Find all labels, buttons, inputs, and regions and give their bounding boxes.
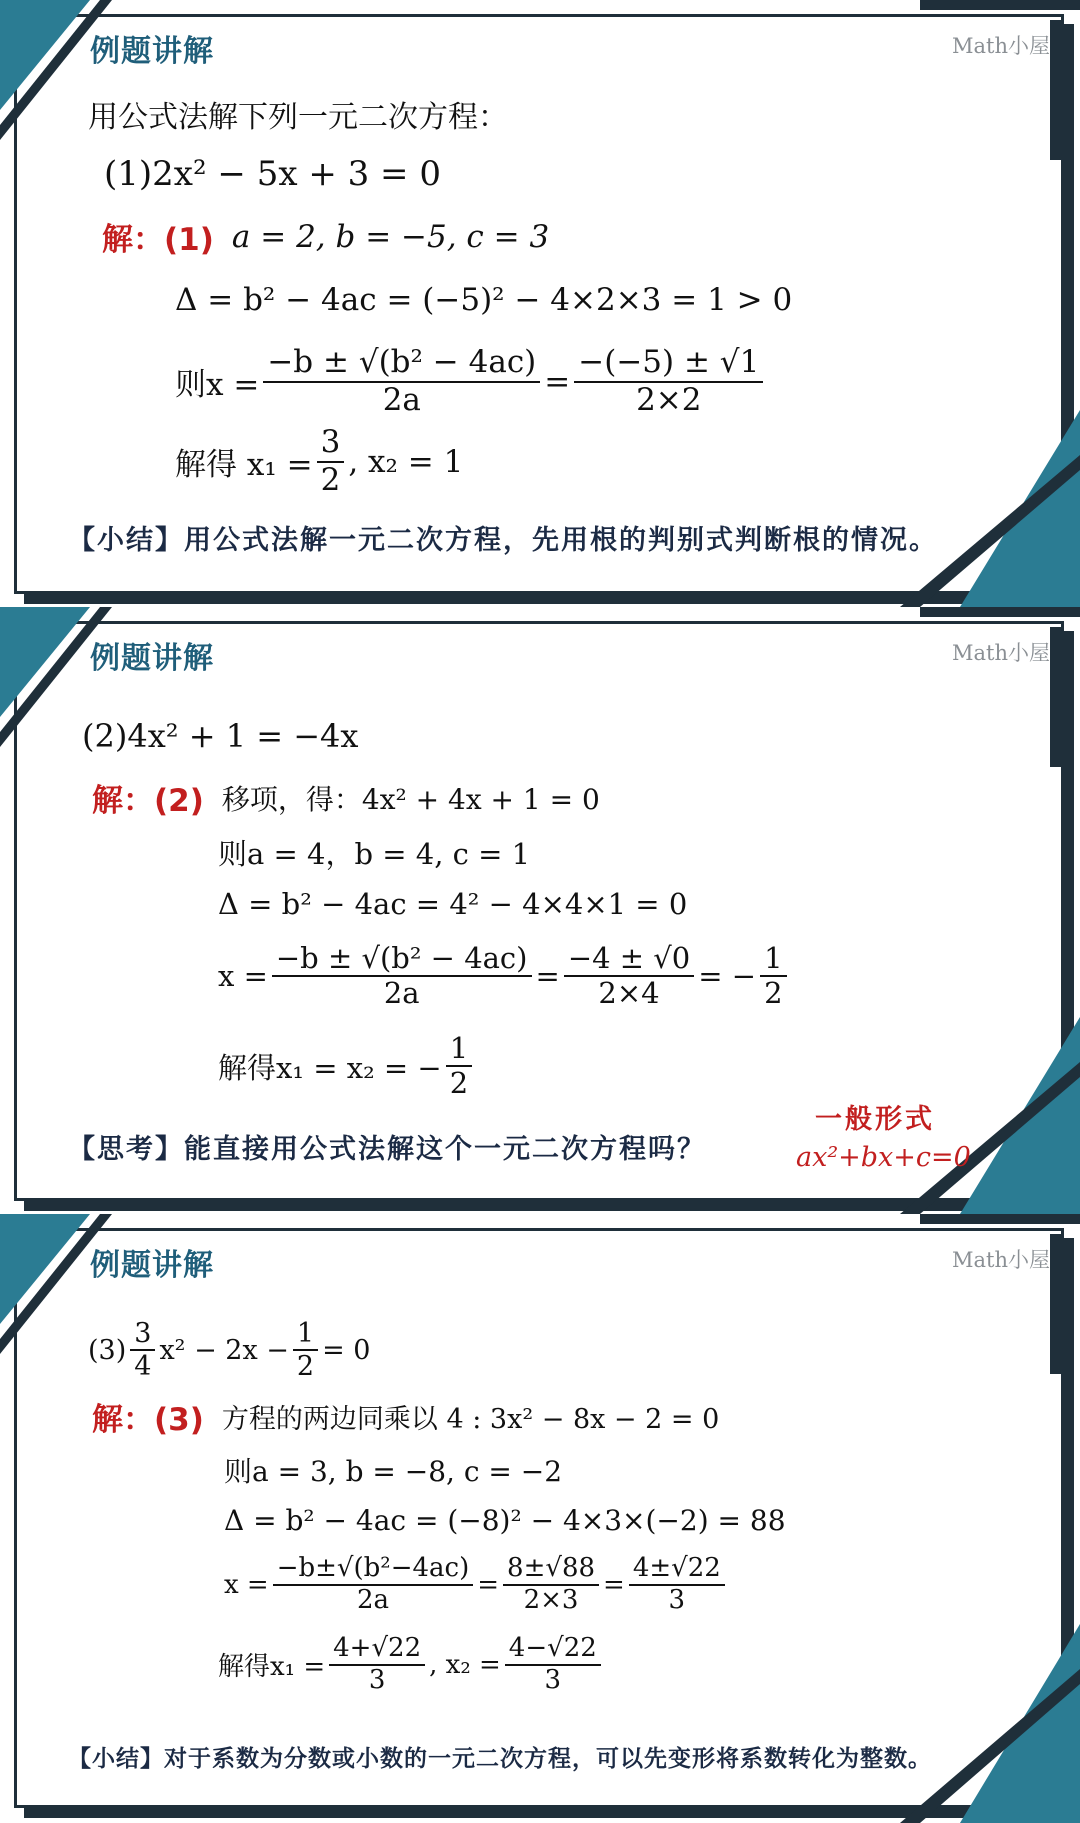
substitution-denominator: 2×3 bbox=[523, 1584, 579, 1615]
substitution-numerator: −4 ± √0 bbox=[564, 942, 694, 977]
substitution-fraction bbox=[503, 1554, 599, 1616]
simplified-numerator: 4±√22 bbox=[629, 1554, 725, 1586]
solution-label: 解：(1) bbox=[102, 222, 214, 258]
result-numerator: 1 bbox=[446, 1032, 472, 1067]
half-numerator: 1 bbox=[760, 942, 786, 977]
result-prefix: 解得x₁ = bbox=[218, 1652, 326, 1683]
x1-denominator: 2 bbox=[320, 461, 341, 498]
result-fraction bbox=[446, 1032, 472, 1101]
result-line bbox=[218, 1032, 476, 1101]
formula-denominator: 2a bbox=[383, 976, 420, 1011]
result-line bbox=[218, 1634, 605, 1696]
problem-fraction-1 bbox=[130, 1318, 155, 1382]
solution-3-line bbox=[92, 1394, 719, 1439]
rearranged: 移项，得：4x² + 4x + 1 = 0 bbox=[221, 782, 600, 816]
discriminant: Δ = b² − 4ac = (−5)² − 4×2×3 = 1 > 0 bbox=[175, 282, 793, 318]
problem-end: = 0 bbox=[322, 1334, 371, 1366]
problem-denominator-2: 2 bbox=[296, 1351, 315, 1383]
slide-2 bbox=[0, 607, 1080, 1214]
solution-label: 解：(3) bbox=[92, 1402, 204, 1438]
note-title: 一般形式 bbox=[815, 1104, 935, 1135]
multiplied: 方程的两边同乘以 4 : 3x² − 8x − 2 = 0 bbox=[221, 1404, 720, 1435]
coefficients: 则a = 3, b = −8, c = −2 bbox=[224, 1455, 563, 1488]
equals: = bbox=[477, 1569, 500, 1600]
formula-numerator: −b ± √(b² − 4ac) bbox=[272, 942, 532, 977]
logo: Math小屋 bbox=[952, 1248, 1050, 1272]
problem-2: (2)4x² + 1 = −4x bbox=[82, 717, 359, 755]
substitution-numerator: 8±√88 bbox=[503, 1554, 599, 1586]
page-title: 例题讲解 bbox=[90, 34, 214, 69]
problem-prefix: (3) bbox=[88, 1334, 127, 1366]
slide-3 bbox=[0, 1214, 1080, 1823]
summary: 【小结】用公式法解一元二次方程，先用根的判别式判断根的情况。 bbox=[68, 525, 938, 556]
x2-numerator: 4−√22 bbox=[505, 1634, 601, 1666]
result-denominator: 2 bbox=[449, 1066, 469, 1101]
x2-denominator: 3 bbox=[544, 1664, 562, 1695]
equals-negative: = − bbox=[698, 959, 757, 994]
x1-numerator: 3 bbox=[317, 425, 345, 463]
x1-numerator: 4+√22 bbox=[329, 1634, 425, 1666]
substitution-numerator: −(−5) ± √1 bbox=[574, 345, 763, 383]
problem-1: (1)2x² − 5x + 3 = 0 bbox=[104, 154, 441, 194]
result-prefix: 解得 x₁ = bbox=[175, 447, 313, 484]
equals-2: = bbox=[603, 1569, 625, 1600]
problem-3 bbox=[88, 1318, 370, 1382]
problem-numerator-1: 3 bbox=[130, 1318, 155, 1351]
formula-prefix: x = bbox=[224, 1569, 269, 1600]
substitution-denominator: 2×4 bbox=[598, 976, 660, 1011]
logo: Math小屋 bbox=[952, 641, 1050, 665]
x2-fraction bbox=[505, 1634, 601, 1696]
page-title: 例题讲解 bbox=[90, 1248, 214, 1283]
solution-1-line bbox=[102, 214, 549, 259]
formula-numerator: −b±√(b²−4ac) bbox=[273, 1554, 474, 1586]
note-formula: ax²+bx+c=0 bbox=[796, 1142, 971, 1173]
solution-label: 解：(2) bbox=[92, 783, 204, 819]
slide-1 bbox=[0, 0, 1080, 607]
formula-prefix: 则x = bbox=[175, 367, 260, 404]
result-middle: , x₂ = bbox=[429, 1649, 501, 1680]
formula-numerator: −b ± √(b² − 4ac) bbox=[263, 345, 540, 383]
coefficients: a = 2, b = −5, c = 3 bbox=[231, 218, 550, 255]
formula-fraction bbox=[273, 1554, 474, 1616]
problem-numerator-2: 1 bbox=[293, 1318, 318, 1351]
solution-2-line bbox=[92, 775, 600, 820]
substitution-fraction bbox=[574, 345, 763, 418]
result-prefix: 解得x₁ = x₂ = − bbox=[218, 1050, 442, 1085]
discriminant: Δ = b² − 4ac = 4² − 4×4×1 = 0 bbox=[218, 887, 688, 921]
formula-denominator: 2a bbox=[382, 381, 421, 418]
result-line bbox=[175, 425, 463, 498]
think-question: 【思考】能直接用公式法解这个一元二次方程吗？ bbox=[68, 1134, 706, 1165]
coefficients: 则a = 4，b = 4, c = 1 bbox=[218, 837, 531, 871]
discriminant: Δ = b² − 4ac = (−8)² − 4×3×(−2) = 88 bbox=[224, 1504, 786, 1537]
logo: Math小屋 bbox=[952, 34, 1050, 58]
formula-line bbox=[218, 942, 791, 1011]
formula-line bbox=[224, 1554, 729, 1616]
page-title: 例题讲解 bbox=[90, 641, 214, 676]
x1-fraction bbox=[317, 425, 345, 498]
substitution-fraction bbox=[564, 942, 694, 1011]
formula-line bbox=[175, 345, 767, 418]
equals: = bbox=[535, 959, 560, 994]
problem-middle: x² − 2x − bbox=[159, 1334, 289, 1366]
summary: 【小结】对于系数为分数或小数的一元二次方程，可以先变形将系数转化为整数。 bbox=[68, 1746, 932, 1772]
formula-prefix: x = bbox=[218, 959, 268, 994]
formula-denominator: 2a bbox=[356, 1584, 389, 1615]
simplified-denominator: 3 bbox=[668, 1584, 686, 1615]
equals: = bbox=[544, 363, 571, 400]
x1-fraction bbox=[329, 1634, 425, 1696]
substitution-denominator: 2×2 bbox=[636, 381, 702, 418]
result-rest: , x₂ = 1 bbox=[348, 443, 464, 480]
half-fraction bbox=[760, 942, 786, 1011]
simplified-fraction bbox=[629, 1554, 725, 1616]
x1-denominator: 3 bbox=[368, 1664, 386, 1695]
half-denominator: 2 bbox=[764, 976, 783, 1011]
problem-denominator-1: 4 bbox=[134, 1351, 152, 1383]
problem-fraction-2 bbox=[293, 1318, 318, 1382]
prompt: 用公式法解下列一元二次方程： bbox=[88, 100, 508, 135]
formula-fraction bbox=[263, 345, 540, 418]
formula-fraction bbox=[272, 942, 532, 1011]
